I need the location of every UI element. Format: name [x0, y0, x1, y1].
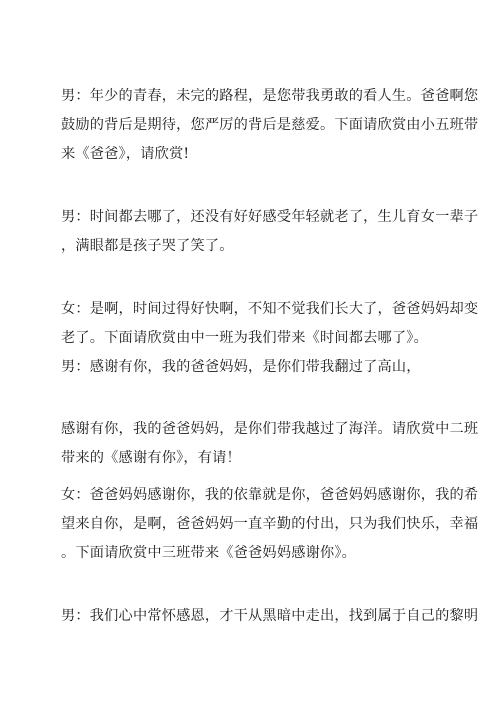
- text-line: 老了。下面请欣赏由中一班为我们带来《时间都去哪了》。: [61, 330, 428, 346]
- text-line: 。下面请欣赏中三班带来《爸爸妈妈感谢你》。: [61, 545, 357, 561]
- text-line: 带来的《感谢有你》，有请！: [61, 450, 241, 466]
- text-line: 男：感谢有你，我的爸爸妈妈，是你们带我翻过了高山，: [61, 359, 421, 375]
- text-line: 男：年少的青春，未完的路程，是您带我勇敢的看人生。爸爸啊您: [61, 88, 479, 104]
- text-line: 女：爸爸妈妈感谢你，我的依靠就是你，爸爸妈妈感谢你，我的希: [61, 487, 479, 503]
- text-line: 鼓励的背后是期待，您严厉的背后是慈爱。下面请欣赏由小五班带: [61, 117, 479, 133]
- text-line: 感谢有你，我的爸爸妈妈，是你们带我越过了海洋。请欣赏中二班: [61, 421, 479, 437]
- text-line: ，满眼都是孩子哭了笑了。: [61, 238, 234, 254]
- text-line: 男：时间都去哪了，还没有好好感受年轻就老了，生儿育女一辈子: [61, 209, 479, 225]
- text-line: 女：是啊，时间过得好快啊，不知不觉我们长大了，爸爸妈妈却变: [61, 301, 479, 317]
- text-line: 来《爸爸》，请欣赏!: [61, 146, 190, 162]
- text-line: 望来自你，是啊，爸爸妈妈一直辛勤的付出，只为我们快乐，幸福: [61, 516, 479, 532]
- text-line: 男：我们心中常怀感恩，才干从黑暗中走出，找到属于自己的黎明: [61, 608, 479, 624]
